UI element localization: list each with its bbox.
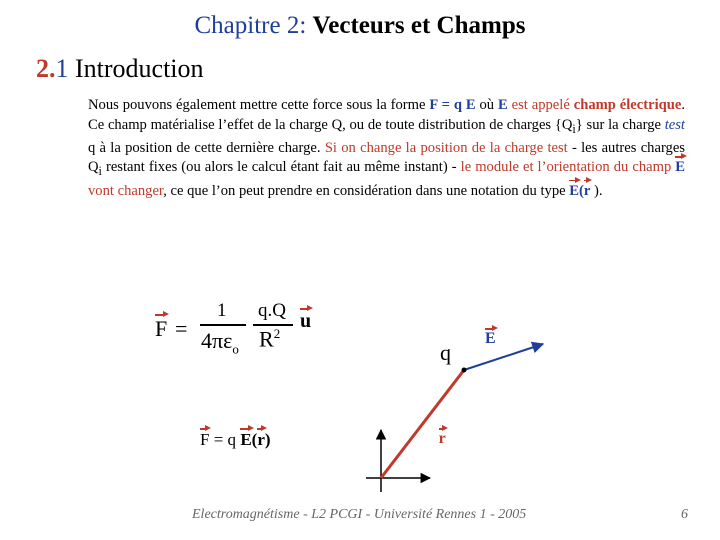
page-number: 6 [681, 507, 688, 522]
chapter-label: Chapitre 2: [194, 12, 307, 39]
chapter-title: Vecteurs et Champs [312, 12, 526, 39]
section-name: Introduction [75, 54, 204, 83]
formula-den1: $4\pi\varepsilon_o$ [201, 328, 239, 357]
field-vector-E [464, 344, 543, 370]
formula-F: F [155, 316, 168, 341]
field-E-label: E [485, 330, 496, 347]
footer-text: Electromagnétisme - L2 PCGI - Université Rennes 1 - 2005 [192, 507, 527, 522]
test-charge-dot [462, 368, 467, 373]
section-number: 2.1 [36, 54, 69, 83]
formula-u: u [300, 310, 312, 332]
formula-den2: $R^2$ [259, 326, 281, 352]
force-equation-inline: F = q E [429, 97, 476, 113]
position-r-label: r [438, 430, 446, 447]
champ-electrique-term: champ électrique [573, 97, 682, 113]
position-vector-r [381, 370, 464, 478]
body-paragraph: Nous pouvons également mettre cette force sous la forme F = q E où E est appelé champ électrique. Ce champ matérialise l’effet de la charge Q, ou de toute distribution de charges $\{Q_i\}$ sur la charge test q à la position de cette dernière charge. Si on change la position de la charge test - les autres charges $Q_i$ restant fixes (ou alors le calcul étant fait au même instant) - le module et l’orientation du champ E vont changer, ce que l’on peut prendre en considération dans une notation du type E(r ). [88, 96, 685, 201]
field-formula: F = q E(r) [200, 430, 271, 449]
formula-num1: 1 [217, 300, 227, 321]
charge-q-label: q [440, 340, 451, 365]
formula-num2: q.Q [258, 300, 286, 321]
formula-equals: = [175, 316, 188, 341]
